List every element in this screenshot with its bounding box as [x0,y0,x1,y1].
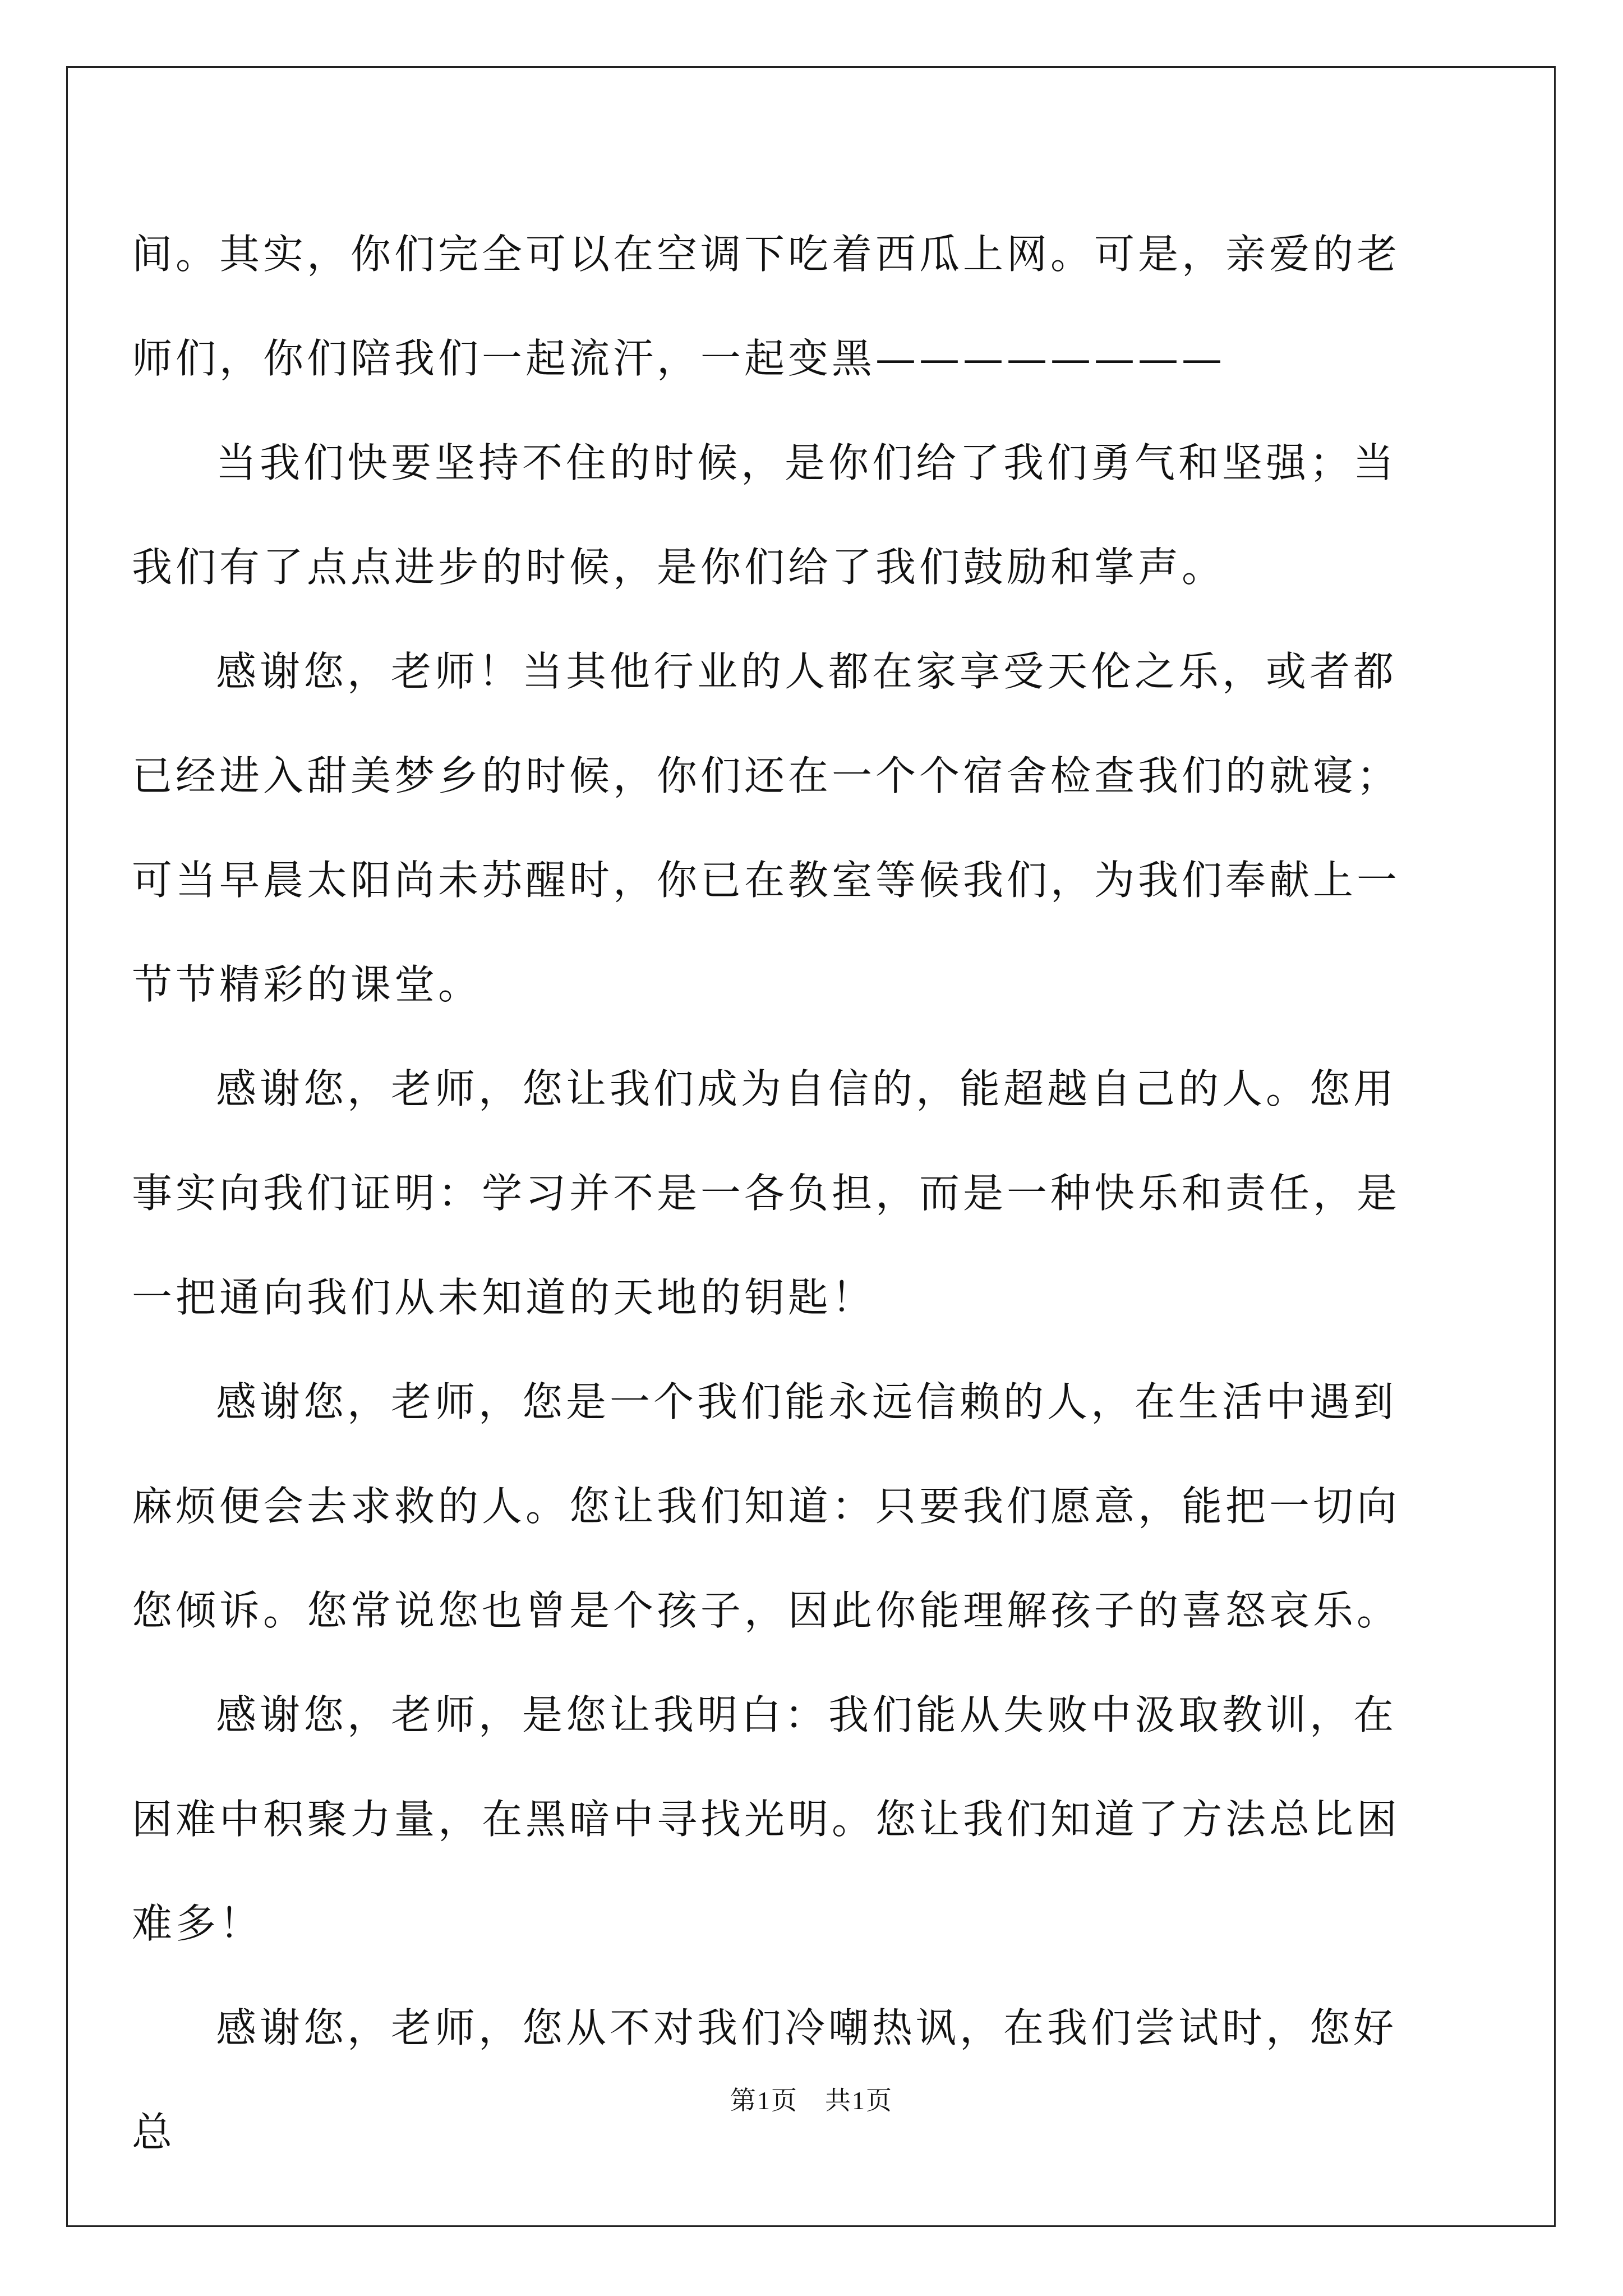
paragraph-7: 感谢您，老师，您从不对我们冷嘲热讽，在我们尝试时，您好总 [132,2004,1398,2156]
document-body [132,202,1438,2184]
paragraph-6: 感谢您，老师，是您让我明白：我们能从失败中汲取教训，在困难中积聚力量，在黑暗中寻找光明。您让我们知道了方法总比困难多！ [132,1691,1401,1947]
paragraph-5: 感谢您，老师，您是一个我们能永远信赖的人，在生活中遇到麻烦便会去求救的人。您让我们知道：只要我们愿意，能把一切向您倾诉。您常说您也曾是个孩子，因此你能理解孩子的喜怒哀乐。 [132,1378,1401,1634]
paragraph-4: 感谢您，老师，您让我们成为自信的，能超越自己的人。您用事实向我们证明：学习并不是一各负担，而是一种快乐和责任，是一把通向我们从未知道的天地的钥匙！ [132,1065,1401,1321]
paragraph-1: 间。其实，你们完全可以在空调下吃着西瓜上网。可是，亲爱的老师们，你们陪我们一起流汗，一起变黑———————— [132,231,1401,382]
paragraph-3: 感谢您，老师！当其他行业的人都在家享受天伦之乐，或者都已经进入甜美梦乡的时候，你们还在一个个宿舍检查我们的就寝；可当早晨太阳尚未苏醒时，你已在教室等候我们，为我们奉献上一节节精彩的课堂。 [132,648,1401,1008]
paragraph-2: 当我们快要坚持不住的时候，是你们给了我们勇气和坚强；当我们有了点点进步的时候，是你们给了我们鼓励和掌声。 [132,439,1398,591]
page-number: 第1页 共1页 [730,2086,893,2115]
